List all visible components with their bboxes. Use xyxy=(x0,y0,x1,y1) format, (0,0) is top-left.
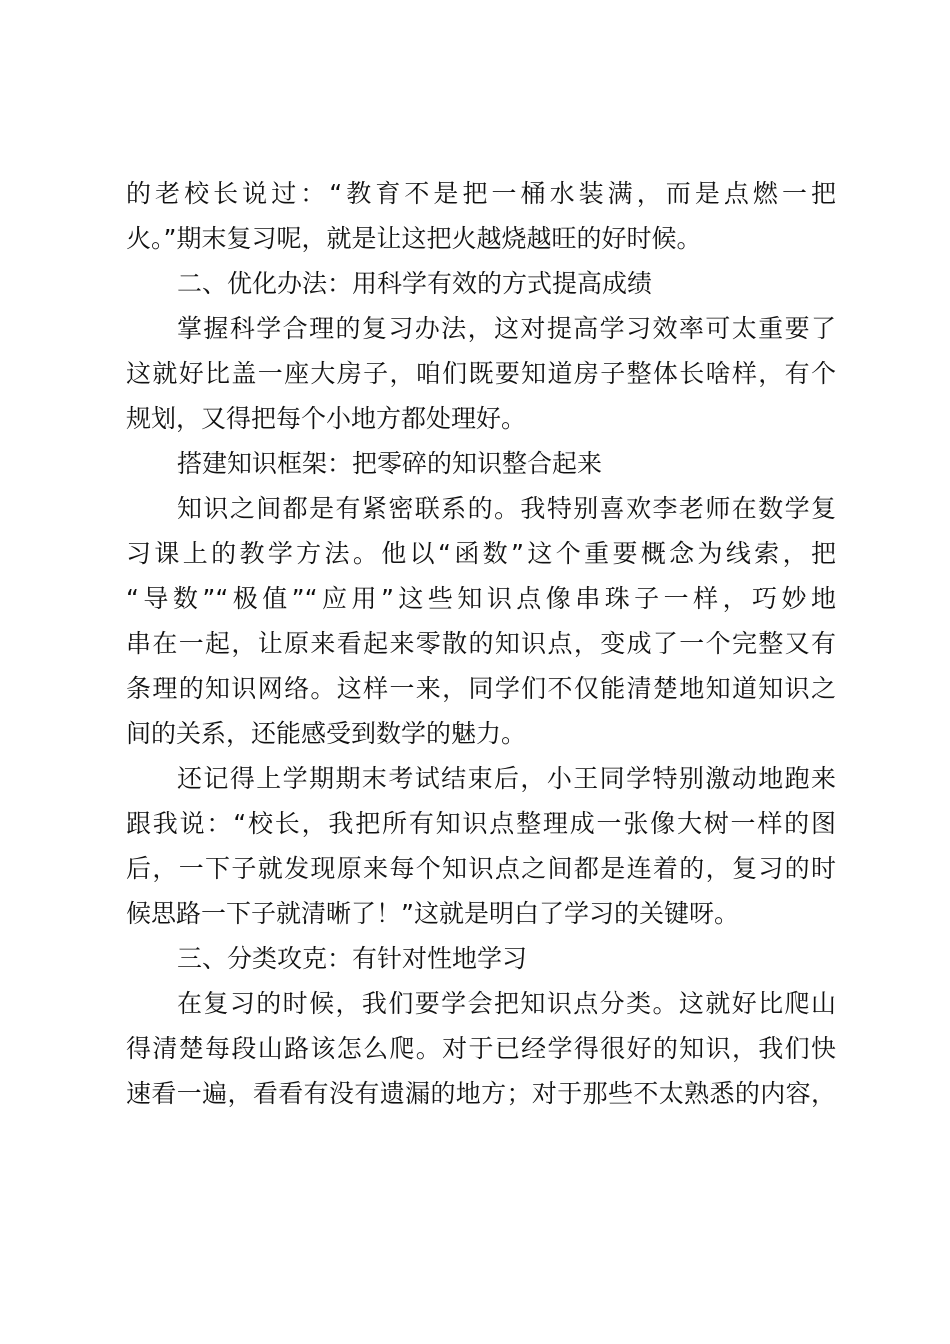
body-line: 后，一下子就发现原来每个知识点之间都是连着的，复习的时 xyxy=(126,854,836,883)
body-line: 候思路一下子就清晰了！”这就是明白了学习的关键呀。 xyxy=(126,899,739,928)
body-line: 速看一遍，看看有没有遗漏的地方；对于那些不太熟悉的内容， xyxy=(126,1079,836,1108)
body-line: 知识之间都是有紧密联系的。我特别喜欢李老师在数学复 xyxy=(177,494,836,523)
body-line: 的老校长说过：“教育不是把一桶水装满，而是点燃一把 xyxy=(126,179,836,208)
body-line: 串在一起，让原来看起来零散的知识点，变成了一个完整又有 xyxy=(126,629,836,658)
section-heading: 二、优化办法：用科学有效的方式提高成绩 xyxy=(177,269,653,298)
body-line: 习课上的教学方法。他以“函数”这个重要概念为线索，把 xyxy=(126,539,836,568)
body-line: 条理的知识网络。这样一来，同学们不仅能清楚地知道知识之 xyxy=(126,674,836,703)
body-line: 火。”期末复习呢，就是让这把火越烧越旺的好时候。 xyxy=(126,224,702,253)
body-line: 得清楚每段山路该怎么爬。对于已经学得很好的知识，我们快 xyxy=(126,1034,836,1063)
body-line: “导数”“极值”“应用”这些知识点像串珠子一样，巧妙地 xyxy=(126,584,836,613)
body-line: 还记得上学期期末考试结束后，小王同学特别激动地跑来 xyxy=(177,764,836,793)
body-line: 掌握科学合理的复习办法，这对提高学习效率可太重要了 xyxy=(177,314,836,343)
body-line: 跟我说：“校长，我把所有知识点整理成一张像大树一样的图 xyxy=(126,809,836,838)
body-line: 间的关系，还能感受到数学的魅力。 xyxy=(126,719,527,748)
subsection-heading: 搭建知识框架：把零碎的知识整合起来 xyxy=(177,449,603,478)
body-line: 规划，又得把每个小地方都处理好。 xyxy=(126,404,527,433)
section-heading: 三、分类攻克：有针对性地学习 xyxy=(177,944,528,973)
body-line: 这就好比盖一座大房子，咱们既要知道房子整体长啥样，有个 xyxy=(126,359,836,388)
body-line: 在复习的时候，我们要学会把知识点分类。这就好比爬山 xyxy=(177,989,836,1018)
